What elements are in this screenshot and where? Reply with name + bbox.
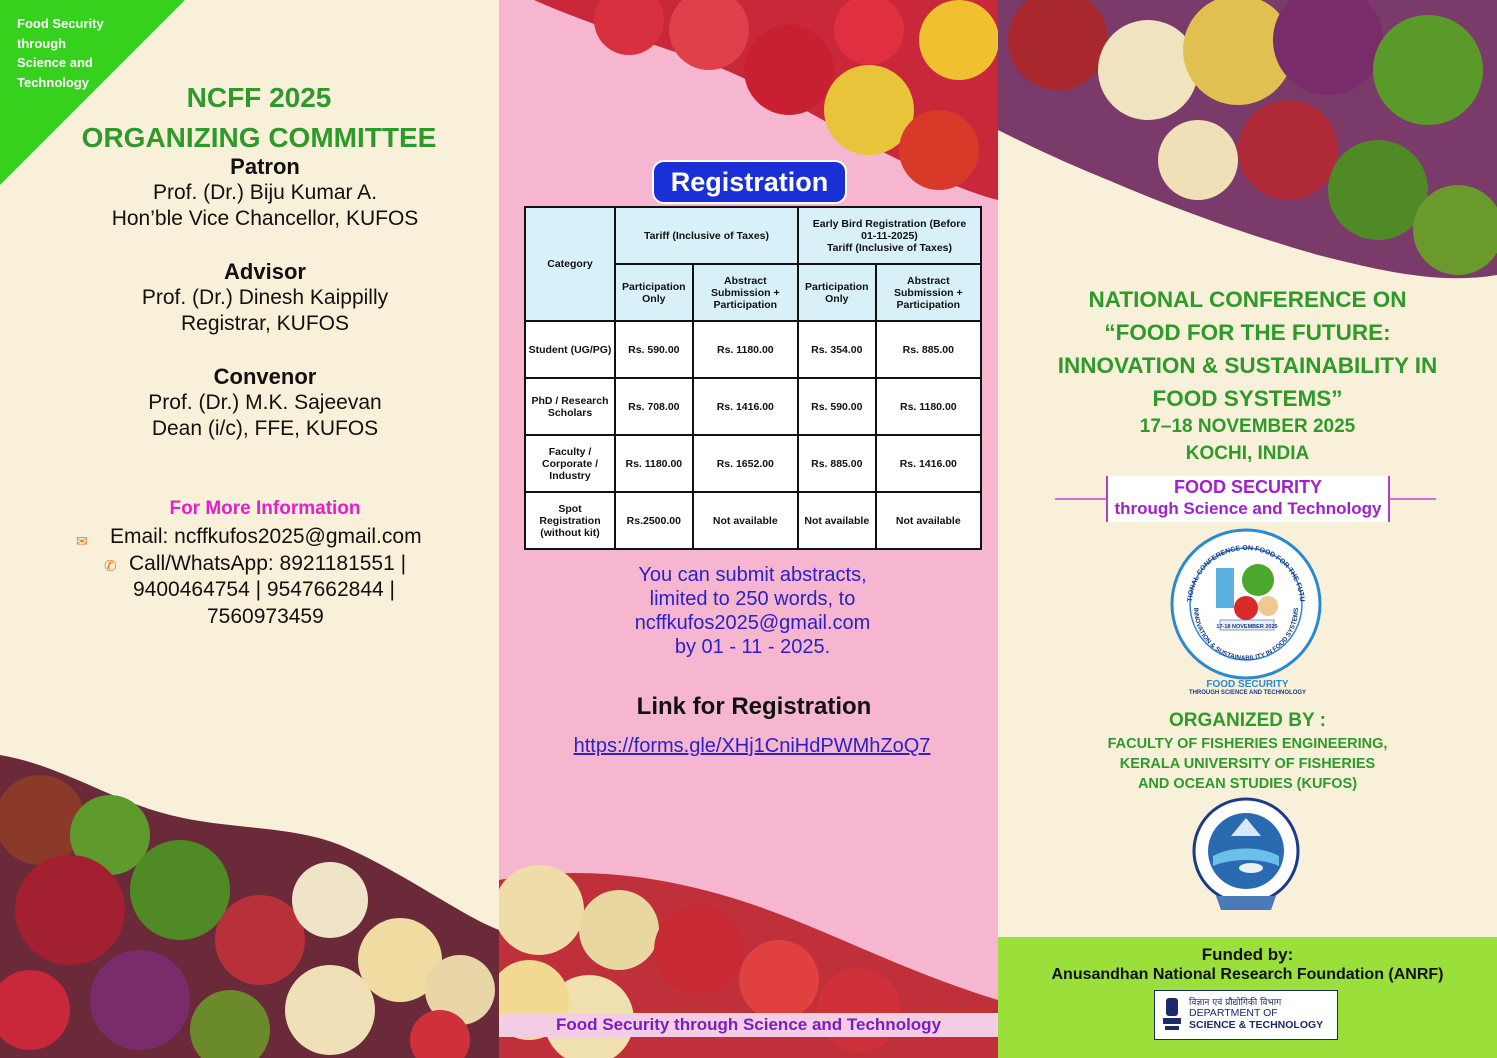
fee-cell: Not available — [798, 492, 876, 549]
theme-box — [1106, 476, 1390, 522]
emblem-icon — [1161, 996, 1183, 1032]
phone-text[interactable]: 7560973459 — [207, 604, 324, 628]
early-bird-line: Early Bird Registration (Before — [812, 217, 967, 230]
conference-dates: 17–18 NOVEMBER 2025 — [1139, 416, 1356, 437]
early-bird-line: Tariff (Inclusive of Taxes) — [826, 241, 953, 254]
person-position: Dean (i/c), FFE, KUFOS — [151, 417, 379, 440]
category-cell: Spot Registration (without kit) — [525, 492, 615, 549]
fee-cell: Rs. 1652.00 — [693, 435, 798, 492]
fee-cell: Rs. 1180.00 — [693, 321, 798, 378]
produce-image — [998, 0, 1497, 290]
role-label: Advisor — [224, 259, 306, 284]
person-name: Prof. (Dr.) Dinesh Kaippilly — [141, 286, 389, 309]
abstract-note-line: by 01 - 11 - 2025. — [674, 636, 831, 658]
conference-title-line: NATIONAL CONFERENCE ON — [1088, 287, 1407, 312]
fee-cell: Rs. 354.00 — [798, 321, 876, 378]
early-bird-header — [798, 207, 981, 264]
phone-row — [76, 551, 496, 578]
conference-title-line: “FOOD FOR THE FUTURE: — [1104, 320, 1391, 345]
fee-cell: Rs. 708.00 — [615, 378, 693, 435]
convenor-block — [15, 364, 499, 442]
logo-caption1: FOOD SECURITY — [1206, 679, 1289, 690]
role-label: Patron — [230, 154, 300, 179]
early-bird-line: 01-11-2025) — [861, 229, 918, 242]
organizer-block — [998, 734, 1497, 794]
dst-hindi: विज्ञान एवं प्रौद्योगिकी विभाग — [1189, 998, 1282, 1008]
phone-text[interactable]: Call/WhatsApp: 8921181551 | — [129, 551, 407, 575]
fee-cell: Not available — [876, 492, 981, 549]
fee-cell: Rs. 1180.00 — [615, 435, 693, 492]
conference-venue: KOCHI, INDIA — [1185, 443, 1310, 464]
fee-cell: Rs. 885.00 — [876, 321, 981, 378]
corner-tag-line: through — [17, 35, 67, 51]
person-name: Prof. (Dr.) M.K. Sajeevan — [148, 391, 382, 414]
person-name: Prof. (Dr.) Biju Kumar A. — [152, 181, 378, 204]
organizer-line: AND OCEAN STUDIES (KUFOS) — [1137, 776, 1358, 792]
fee-cell: Rs. 590.00 — [615, 321, 693, 378]
corner-tag-line: Technology — [17, 74, 89, 90]
fee-cell: Rs. 590.00 — [798, 378, 876, 435]
theme-line1: FOOD SECURITY — [1173, 477, 1322, 497]
logo-date: 17-18 NOVEMBER 2025 — [1216, 624, 1278, 630]
abstract-note — [499, 563, 998, 659]
sub-header: Participation Only — [615, 264, 693, 321]
fee-cell: Not available — [693, 492, 798, 549]
fee-cell: Rs. 1416.00 — [693, 378, 798, 435]
table-row — [525, 492, 981, 549]
patron-block — [15, 154, 499, 232]
phone-icon: ✆ — [104, 557, 117, 575]
person-position: Registrar, KUFOS — [180, 312, 350, 335]
registration-link[interactable]: https://forms.gle/XHj1CniHdPWMhZoQ7 — [573, 735, 931, 757]
theme-line2: through Science and Technology — [1114, 499, 1382, 518]
organizer-line: KERALA UNIVERSITY OF FISHERIES — [1119, 756, 1376, 772]
fee-cell: Rs.2500.00 — [615, 492, 693, 549]
logo-arc-top: TIONAL CONFERENCE ON FOOD FOR THE FUTU — [1187, 544, 1305, 603]
table-row — [525, 435, 981, 492]
sub-header: Abstract Submission + Participation — [876, 264, 981, 321]
corner-tag-line: Food Security — [17, 16, 104, 31]
abstract-note-line: You can submit abstracts, — [638, 564, 867, 586]
person-position: Hon’ble Vice Chancellor, KUFOS — [111, 207, 419, 230]
abstract-note-line[interactable]: ncffkufos2025@gmail.com — [634, 612, 871, 634]
committee-title-line2: ORGANIZING COMMITTEE — [81, 122, 437, 153]
email-text[interactable]: Email: ncffkufos2025@gmail.com — [110, 525, 422, 548]
phone-text[interactable]: 9400464754 | 9547662844 | — [133, 578, 395, 601]
fee-cell: Rs. 1416.00 — [876, 435, 981, 492]
conference-title — [998, 283, 1497, 415]
sub-header: Abstract Submission + Participation — [693, 264, 798, 321]
dst-logo — [1154, 990, 1338, 1040]
logo-caption2: THROUGH SCIENCE AND TECHNOLOGY — [1188, 690, 1307, 696]
role-label: Convenor — [213, 364, 317, 389]
category-header: Category — [525, 207, 615, 321]
category-cell: Faculty / Corporate / Industry — [525, 435, 615, 492]
sub-header: Participation Only — [798, 264, 876, 321]
dst-line2: SCIENCE & TECHNOLOGY — [1189, 1019, 1324, 1031]
tariff-header: Tariff (Inclusive of Taxes) — [615, 207, 798, 264]
envelope-icon: ✉ — [76, 533, 88, 549]
fee-cell: Rs. 885.00 — [798, 435, 876, 492]
funding-footer — [998, 937, 1497, 1058]
conference-title-line: INNOVATION & SUSTAINABILITY IN — [1057, 353, 1438, 378]
category-cell: PhD / Research Scholars — [525, 378, 615, 435]
contact-heading: For More Information — [169, 498, 361, 519]
middle-panel — [499, 0, 998, 1058]
kufos-logo-icon — [1191, 796, 1301, 918]
conference-title-line: FOOD SYSTEMS” — [1152, 386, 1343, 411]
committee-title — [0, 78, 499, 158]
abstract-note-line: limited to 250 words, to — [649, 588, 856, 610]
committee-title-line1: NCFF 2025 — [186, 82, 332, 113]
link-heading: Link for Registration — [636, 693, 872, 720]
fee-cell: Rs. 1180.00 — [876, 378, 981, 435]
conference-logo — [1170, 528, 1322, 680]
left-panel — [0, 0, 499, 1058]
organizer-line: FACULTY OF FISHERIES ENGINEERING, — [1107, 736, 1388, 752]
conference-logo-icon — [1170, 528, 1322, 680]
funding-label: Funded by: — [1201, 945, 1294, 964]
email-row — [76, 524, 496, 551]
registration-heading: Registration — [652, 160, 847, 204]
advisor-block — [15, 259, 499, 337]
funder-name: Anusandhan National Research Foundation (ANRF) — [1051, 966, 1444, 983]
registration-table — [524, 206, 982, 550]
contact-block — [76, 524, 496, 630]
corner-tag-line: Science and — [17, 55, 93, 70]
category-cell: Student (UG/PG) — [525, 321, 615, 378]
produce-image — [0, 740, 499, 1058]
mid-footer: Food Security through Science and Technology — [499, 1013, 998, 1037]
logo-arc-bottom: INNOVATION & SUSTAINABILITY IN FOOD SYSTEMS — [1191, 607, 1301, 663]
dst-line1: DEPARTMENT OF — [1189, 1007, 1278, 1019]
right-panel — [998, 0, 1497, 1058]
table-row — [525, 378, 981, 435]
table-row — [525, 321, 981, 378]
organized-label: ORGANIZED BY : — [1169, 710, 1326, 731]
